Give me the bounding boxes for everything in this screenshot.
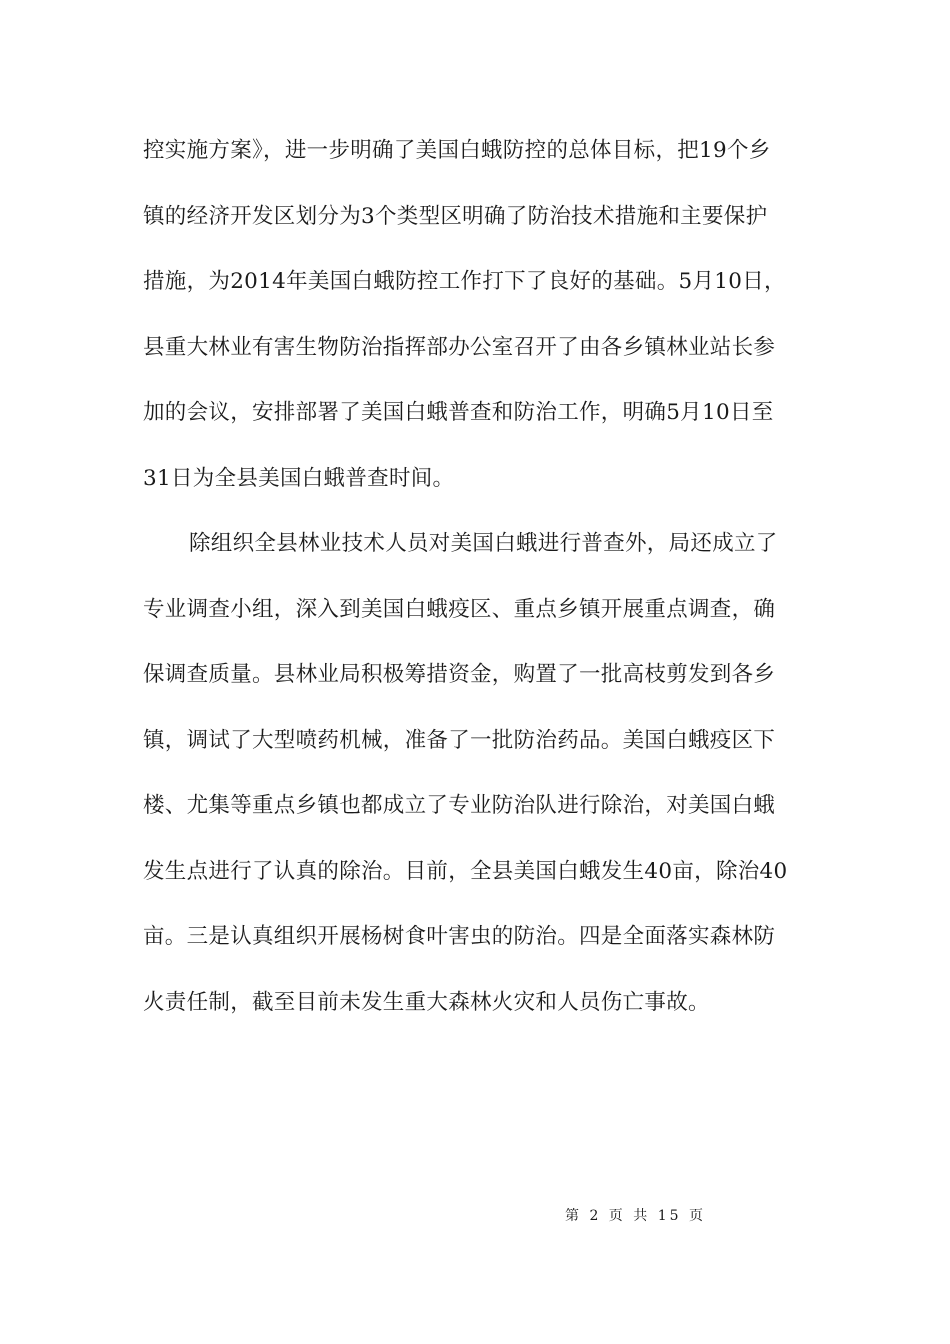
text-line: 31日为全县美国白蛾普查时间。: [143, 465, 455, 491]
text-line: 专业调查小组，深入到美国白蛾疫区、重点乡镇开展重点调查，确: [143, 596, 776, 622]
text-line: 镇，调试了大型喷药机械，准备了一批防治药品。美国白蛾疫区下: [143, 727, 776, 753]
page-number-footer: 第 2 页 共 15 页: [565, 1208, 706, 1224]
text-line: 楼、尤集等重点乡镇也都成立了专业防治队进行除治，对美国白蛾: [143, 793, 776, 818]
text-line: 控实施方案》，进一步明确了美国白蛾防控的总体目标，把19个乡: [143, 138, 771, 163]
text-line: 加的会议，安排部署了美国白蛾普查和防治工作，明确5月10日至: [143, 400, 774, 425]
text-line: 措施，为2014年美国白蛾防控工作打下了良好的基础。5月10日，: [143, 269, 786, 294]
text-line: 除组织全县林业技术人员对美国白蛾进行普查外，局还成立了: [189, 531, 778, 556]
text-line: 镇的经济开发区划分为3个类型区明确了防治技术措施和主要保护: [143, 203, 768, 229]
text-line: 县重大林业有害生物防治指挥部办公室召开了由各乡镇林业站长参: [143, 334, 776, 360]
text-line: 亩。三是认真组织开展杨树食叶害虫的防治。四是全面落实森林防: [143, 924, 776, 949]
text-line: 火责任制，截至目前未发生重大森林火灾和人员伤亡事故。: [143, 989, 710, 1015]
text-line: 发生点进行了认真的除治。目前，全县美国白蛾发生40亩，除治40: [143, 858, 788, 884]
body-text: [143, 129, 843, 1046]
text-line: 保调查质量。县林业局积极筹措资金，购置了一批高枝剪发到各乡: [143, 662, 776, 687]
